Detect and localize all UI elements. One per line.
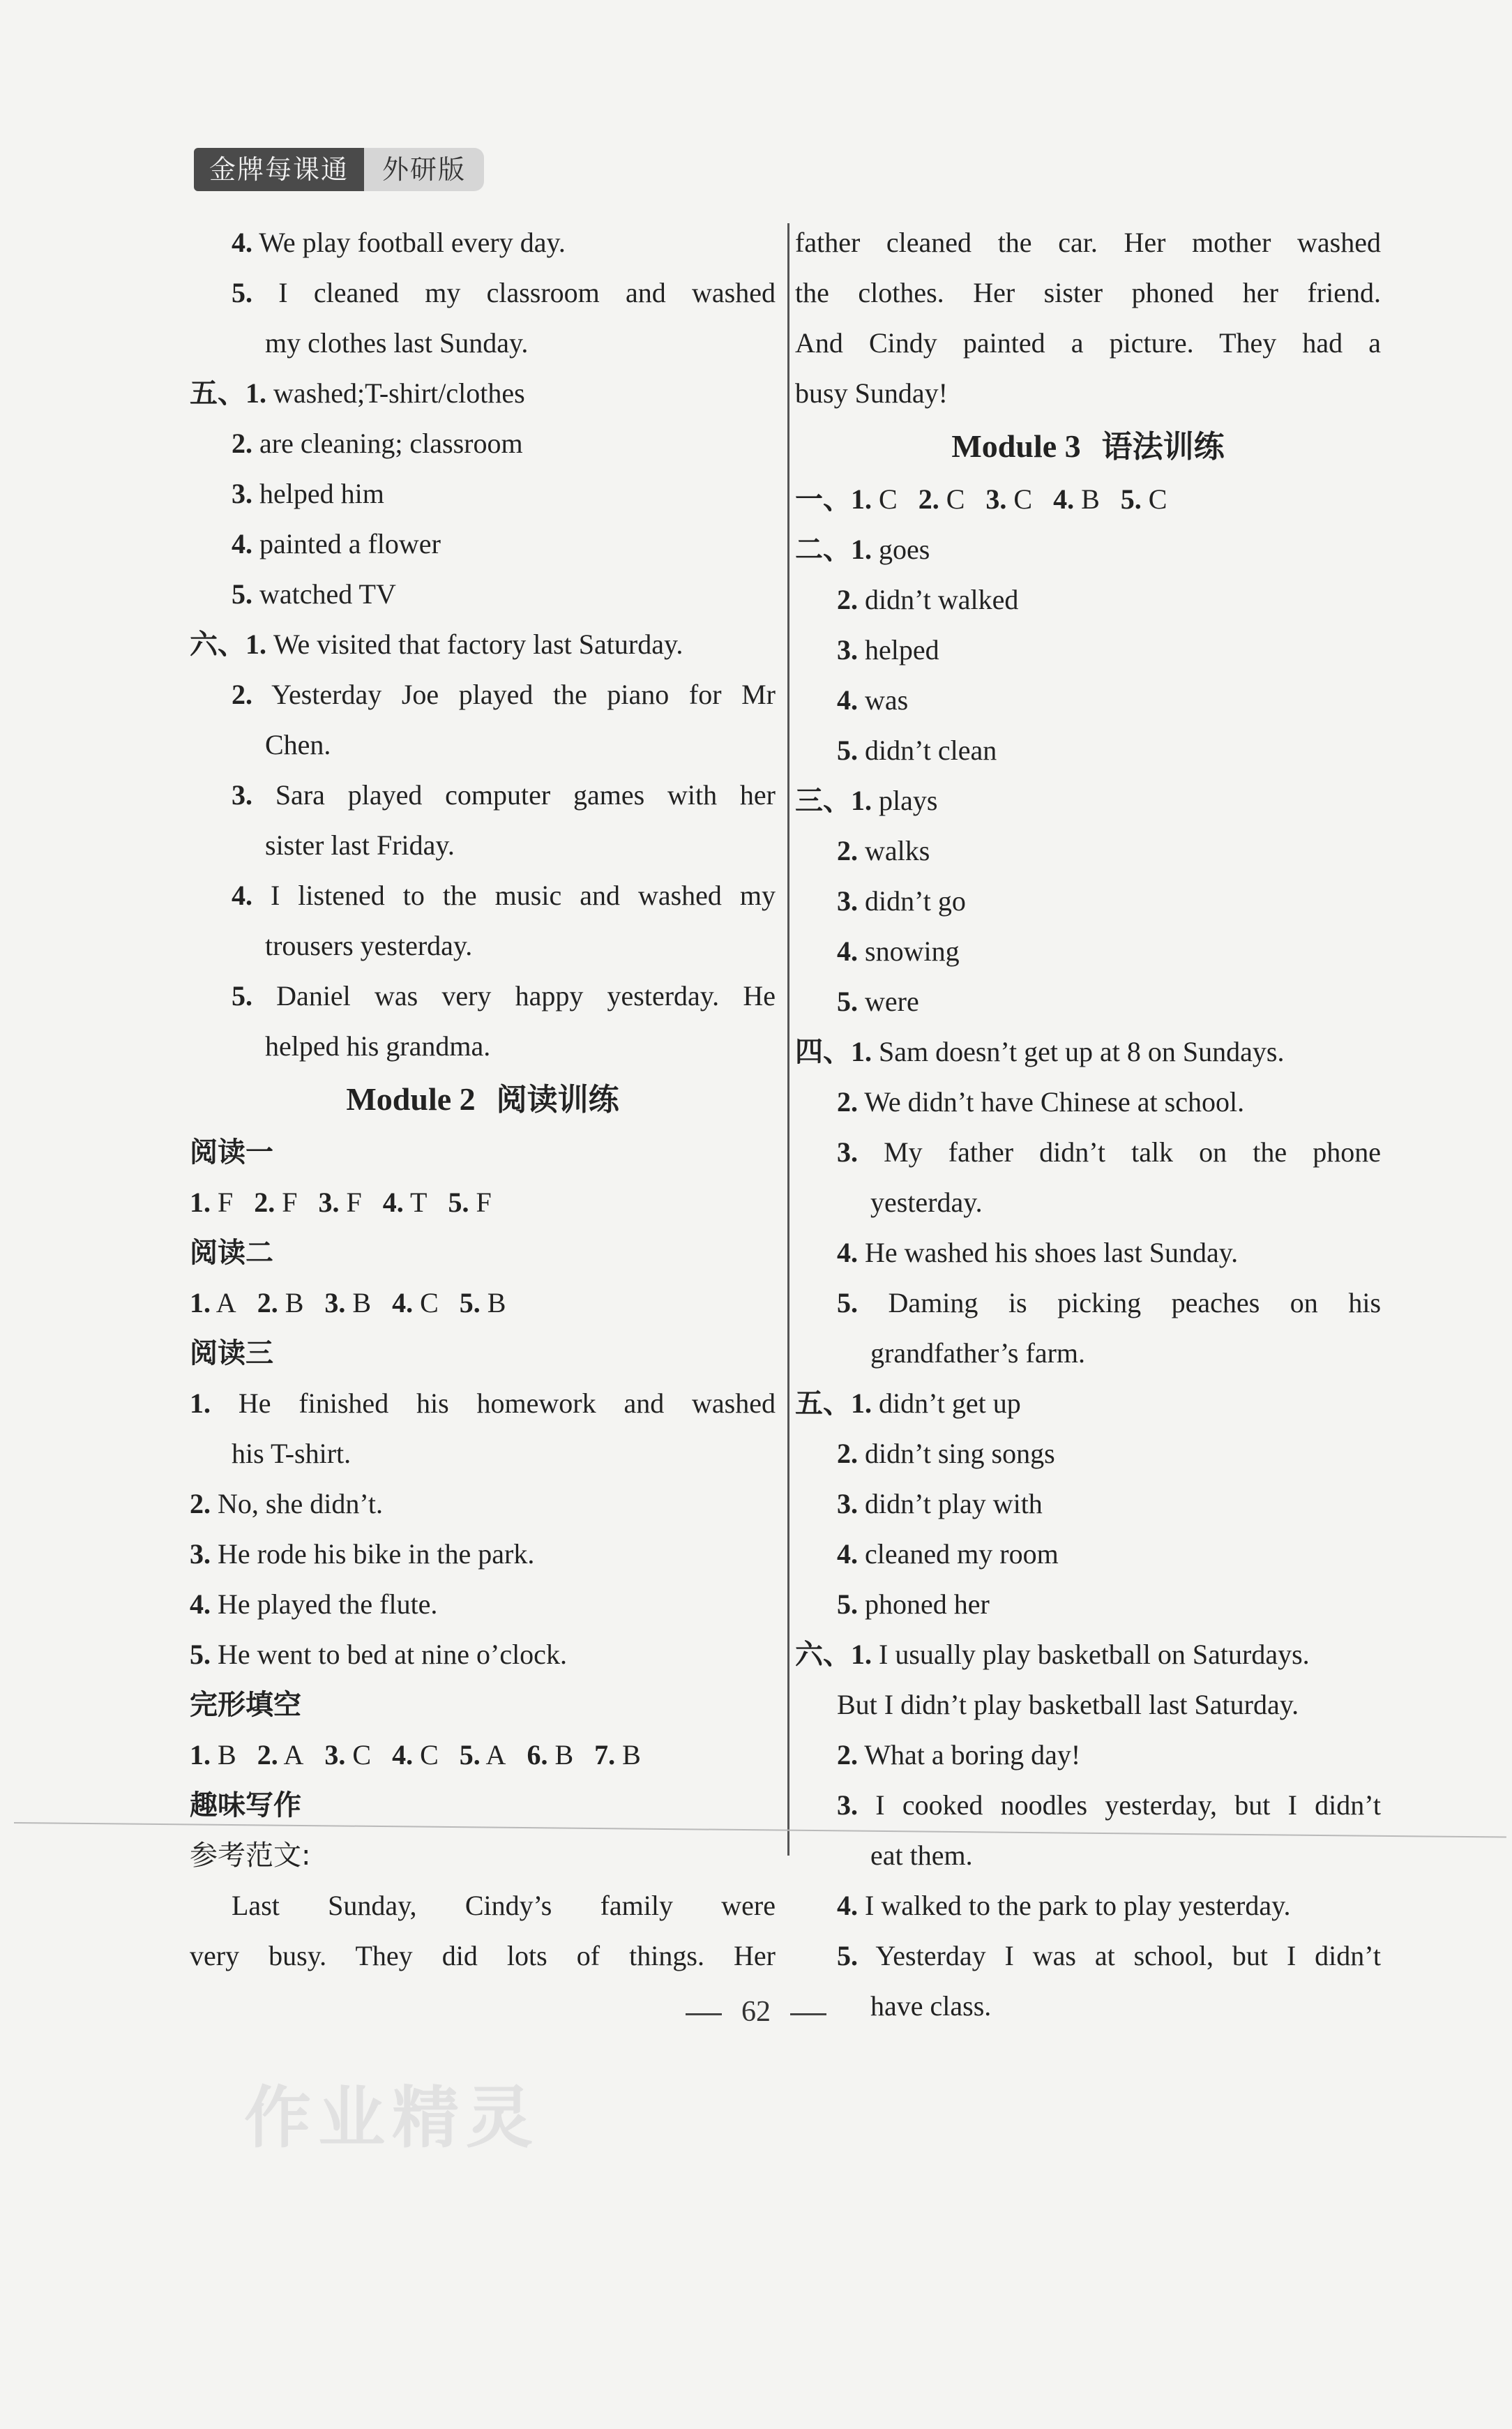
cloze-answers: 1. B 2. A 3. C 4. C 5. A 6. B 7. B <box>190 1739 641 1770</box>
footer-dash-left <box>686 2013 722 2015</box>
series-brand-label: 金牌每课通 <box>194 148 364 191</box>
answer-line-continued: sister last Friday. <box>265 829 455 861</box>
section-marker: 三、 <box>795 785 851 817</box>
reading-1-answers: 1. F 2. F 3. F 4. T 5. F <box>190 1187 492 1218</box>
answer-line: 3. Sara played computer games with her <box>232 779 776 811</box>
answer-line: 4. painted a flower <box>232 528 441 559</box>
essay-line: the clothes. Her sister phoned her friend. <box>795 277 1381 308</box>
answer-line: 5. were <box>837 986 919 1017</box>
answer-line: 六、1. I usually play basketball on Saturdays. <box>795 1639 1310 1671</box>
answer-line: 5. He went to bed at nine o’clock. <box>190 1639 567 1670</box>
answer-line-continued: yesterday. <box>870 1187 983 1218</box>
answer-line: 5. watched TV <box>232 578 396 610</box>
writing-heading: 趣味写作 <box>190 1789 301 1821</box>
section-marker: 二、 <box>795 534 851 566</box>
page-header <box>194 148 484 191</box>
section-marker: 一、 <box>795 483 851 516</box>
section-marker: 五、 <box>795 1388 851 1420</box>
answer-line: 2. are cleaning; classroom <box>232 428 523 459</box>
answer-line: 4. snowing <box>837 935 960 967</box>
answer-line: 3. He rode his bike in the park. <box>190 1538 535 1570</box>
essay-line: very busy. They did lots of things. Her <box>190 1940 776 1971</box>
answer-line: 4. I walked to the park to play yesterday. <box>837 1890 1291 1921</box>
section-marker: 六、 <box>190 629 245 661</box>
answer-line: 2. Yesterday Joe played the piano for Mr <box>232 679 776 710</box>
answer-line: 3. helped <box>837 634 939 665</box>
answer-line: 4. was <box>837 684 909 716</box>
answer-line: 六、1. We visited that factory last Saturday. <box>190 629 683 661</box>
answer-line: 2. What a boring day! <box>837 1739 1081 1770</box>
reading-3-heading: 阅读三 <box>190 1337 273 1369</box>
section-marker: 五、 <box>190 377 245 409</box>
answer-line: 5. Daming is picking peaches on his <box>837 1287 1381 1318</box>
answer-line: 2. No, she didn’t. <box>190 1488 384 1519</box>
section-marker: 六、 <box>795 1639 851 1671</box>
answer-line: 5. phoned her <box>837 1588 990 1620</box>
left-column <box>190 218 776 1981</box>
page-footer <box>0 1995 1512 2029</box>
section-1-answers: 一、1. C 2. C 3. C 4. B 5. C <box>795 483 1167 516</box>
module-2-title: Module 2 阅读训练 <box>346 1081 619 1118</box>
edition-label: 外研版 <box>364 148 484 191</box>
module-3-title: Module 3 语法训练 <box>951 428 1225 465</box>
answer-line-continued: grandfather’s farm. <box>870 1337 1086 1369</box>
answer-line: 5. Yesterday I was at school, but I didn’t <box>837 1940 1381 1971</box>
answer-line-continued: have class. <box>870 1990 992 2022</box>
answer-line: 4. He washed his shoes last Sunday. <box>837 1237 1239 1268</box>
answer-line: 4. I listened to the music and washed my <box>232 880 776 911</box>
answer-line: 2. didn’t sing songs <box>837 1438 1055 1469</box>
section-marker: 四、 <box>795 1036 851 1068</box>
answer-line: 3. helped him <box>232 478 384 509</box>
answer-line-continued: his T-shirt. <box>232 1438 351 1469</box>
reading-1-heading: 阅读一 <box>190 1136 273 1168</box>
answer-line: 2. walks <box>837 835 930 866</box>
answer-line: 3. didn’t go <box>837 885 966 917</box>
answer-line: 5. didn’t clean <box>837 735 997 766</box>
cloze-heading: 完形填空 <box>190 1689 301 1721</box>
sample-essay-label: 参考范文: <box>190 1840 311 1872</box>
right-column <box>795 218 1381 2031</box>
essay-line: Last Sunday, Cindy’s family were <box>232 1890 776 1921</box>
answer-line: 3. didn’t play with <box>837 1488 1043 1519</box>
answer-line-continued: eat them. <box>870 1840 973 1871</box>
answer-line-continued: But I didn’t play basketball last Saturday. <box>837 1689 1299 1720</box>
answer-line: 2. We didn’t have Chinese at school. <box>837 1086 1245 1118</box>
answer-line: 5. I cleaned my classroom and washed <box>232 277 776 308</box>
reading-2-answers: 1. A 2. B 3. B 4. C 5. B <box>190 1287 506 1318</box>
essay-line: And Cindy painted a picture. They had a <box>795 327 1381 359</box>
answer-line: 五、1. washed;T-shirt/clothes <box>190 377 525 409</box>
answer-line: 3. My father didn’t talk on the phone <box>837 1136 1381 1168</box>
watermark: 作业精灵 <box>244 2079 540 2157</box>
answer-line: 1. He finished his homework and washed <box>190 1388 776 1419</box>
answer-line: 二、1. goes <box>795 534 930 566</box>
answer-line: 5. Daniel was very happy yesterday. He <box>232 980 776 1012</box>
answer-line-continued: my clothes last Sunday. <box>265 327 529 359</box>
column-divider <box>787 223 789 1856</box>
answer-line: 4. He played the flute. <box>190 1588 438 1620</box>
answer-line-continued: helped his grandma. <box>265 1030 491 1062</box>
page-number: 62 <box>741 1996 771 2028</box>
essay-line: father cleaned the car. Her mother washed <box>795 227 1381 258</box>
answer-line: 3. I cooked noodles yesterday, but I didn’t <box>837 1789 1381 1821</box>
answer-line: 三、1. plays <box>795 785 938 817</box>
answer-line-continued: trousers yesterday. <box>265 930 473 961</box>
answer-line: 4. cleaned my room <box>837 1538 1059 1570</box>
answer-line: 4. We play football every day. <box>232 227 566 258</box>
answer-line: 五、1. didn’t get up <box>795 1388 1021 1420</box>
essay-line: busy Sunday! <box>795 377 948 409</box>
reading-2-heading: 阅读二 <box>190 1237 273 1269</box>
answer-line: 2. didn’t walked <box>837 584 1019 615</box>
answer-line-continued: Chen. <box>265 729 331 760</box>
footer-dash-right <box>790 2013 826 2015</box>
answer-line: 四、1. Sam doesn’t get up at 8 on Sundays. <box>795 1036 1285 1068</box>
